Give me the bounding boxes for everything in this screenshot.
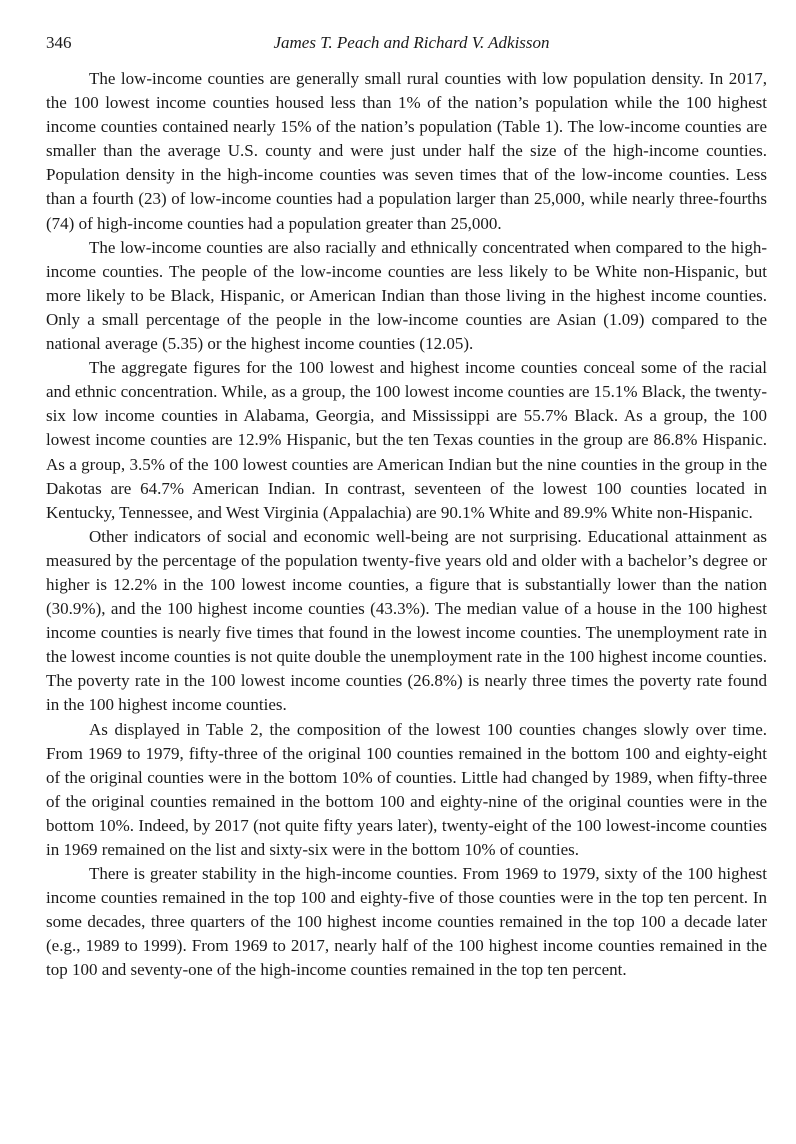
paragraph-wellbeing-indicators: Other indicators of social and economic well-being are not surprising. Educational attainment as measured by the percentage of the population twenty-five years old and older with a bachelor’s degree or higher is 12.2% in the 100 lowest income counties, a figure that is substantially lower than the nation (30.9%), and the 100 highest income counties (43.3%). The median value of a house in the 100 highest income counties is nearly five times that found in the lowest income counties. The unemployment rate in the lowest income counties is not quite double the unemployment rate in the 100 highest income counties. The poverty rate in the 100 lowest income counties (26.8%) is nearly three times the poverty rate found in the 100 highest income counties. — [46, 526, 767, 715]
page-number: 346 — [46, 33, 72, 52]
paragraph-county-size: The low-income counties are generally small rural counties with low population density. In 2017, the 100 lowest income counties housed less than 1% of the nation’s population while the 100 highest income counties contained nearly 15% of the nation’s population (Table 1). The low-income counties are smaller than the average U.S. county and were just under half the size of the high-income counties. Population density in the high-income counties was seven times that of the low-income counties. Less than a fourth (23) of low-income counties had a population larger than 25,000, while nearly three-fourths (74) of high-income counties had a population greater than 25,000. — [46, 69, 767, 233]
paragraph-aggregate-figures: The aggregate figures for the 100 lowest and highest income counties conceal some of the racial and ethnic concentration. While, as a group, the 100 lowest income counties are 15.1% Black, the twenty-six low income counties in Alabama, Georgia, and Mississippi are 55.7% Black. As a group, the 100 lowest income counties are 12.9% Hispanic, but the ten Texas counties in the group are 86.8% Hispanic. As a group, 3.5% of the 100 lowest counties are American Indian but the nine counties in the group in the Dakotas are 64.7% American Indian. In contrast, seventeen of the lowest 100 counties located in Kentucky, Tennessee, and West Virginia (Appalachia) are 90.1% White and 89.9% White non-Hispanic. — [46, 358, 767, 522]
paragraph-highest-stability: There is greater stability in the high-income counties. From 1969 to 1979, sixty of the 100 highest income counties remained in the top 100 and eighty-five of those counties were in the top ten percent. In some decades, three quarters of the 100 highest income counties remained in the top 100 a decade later (e.g., 1989 to 1999). From 1969 to 2017, nearly half of the 100 highest income counties remained in the top 100 and seventy-one of the high-income counties remained in the top ten percent. — [46, 864, 767, 980]
body-text — [46, 67, 767, 983]
running-header — [46, 30, 767, 56]
header-authors: James T. Peach and Richard V. Adkisson — [273, 33, 550, 52]
paragraph-racial-concentration: The low-income counties are also racially and ethnically concentrated when compared to the high-income counties. The people of the low-income counties are less likely to be White non-Hispanic, but more likely to be Black, Hispanic, or American Indian than those living in the highest income counties. Only a small percentage of the people in the low-income counties are Asian (1.09) compared to the national average (5.35) or the highest income counties (12.05). — [46, 237, 767, 354]
paragraph-lowest-composition: As displayed in Table 2, the composition of the lowest 100 counties changes slowly over time. From 1969 to 1979, fifty-three of the original 100 counties remained in the bottom 100 and eighty-eight of the original counties were in the bottom 10% of counties. Little had changed by 1989, when fifty-three of the original counties remained in the bottom 100 and eighty-nine of the original counties were in the bottom 10%. Indeed, by 2017 (not quite fifty years later), twenty-eight of the 100 lowest-income counties in 1969 remained on the list and sixty-six were in the bottom 10% of counties. — [46, 719, 767, 859]
page — [46, 30, 767, 983]
